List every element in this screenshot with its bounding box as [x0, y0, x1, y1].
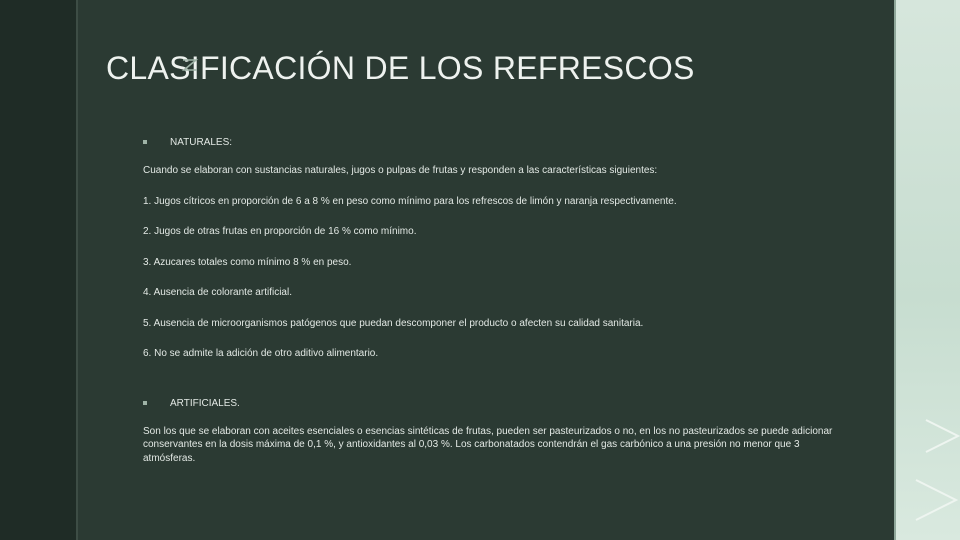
- list-item: 4. Ausencia de colorante artificial.: [143, 287, 292, 298]
- section-bullet-artificiales: [143, 397, 833, 411]
- list-item: 5. Ausencia de microorganismos patógenos que puedan descomponer el producto o afecten su calidad sanitaria.: [143, 317, 644, 329]
- list-item: 6. No se admite la adición de otro aditivo alimentario.: [143, 348, 379, 359]
- decorative-lines: [896, 400, 960, 540]
- list-item: 1. Jugos cítricos en proporción de 6 a 8 % en peso como mínimo para los refrescos de limón y naranja respectivamente.: [143, 195, 677, 207]
- section-heading: NATURALES:: [170, 137, 233, 148]
- section-heading: ARTIFICIALES.: [170, 397, 240, 409]
- slide-title: CLASIFICACIÓN DE LOS REFRESCOS: [106, 50, 695, 86]
- slide-content: [143, 136, 833, 465]
- left-divider-line: [76, 0, 78, 540]
- square-bullet-icon: [143, 140, 147, 144]
- z-logo-icon: [181, 58, 199, 72]
- section-bullet-naturales: [143, 136, 833, 150]
- list-item: 2. Jugos de otras frutas en proporción de 16 % como mínimo.: [143, 226, 417, 237]
- square-bullet-icon: [143, 401, 147, 405]
- list-item: 3. Azucares totales como mínimo 8 % en peso.: [143, 256, 352, 268]
- section-intro: Cuando se elaboran con sustancias naturales, jugos o pulpas de frutas y responden a las características siguientes:: [143, 165, 658, 176]
- left-decor-strip: [0, 0, 76, 540]
- section-intro: Son los que se elaboran con aceites esenciales o esencias sintéticas de frutas, pueden ser pasteurizados o no, en los no pasteurizados se puede adicionar conservantes en la dosis máxima de 0,1 %, y antioxidantes al 0,03 %. Los carbonatados contendrán el gas carbónico a una presión no menor que 3 atmósferas.: [143, 425, 833, 464]
